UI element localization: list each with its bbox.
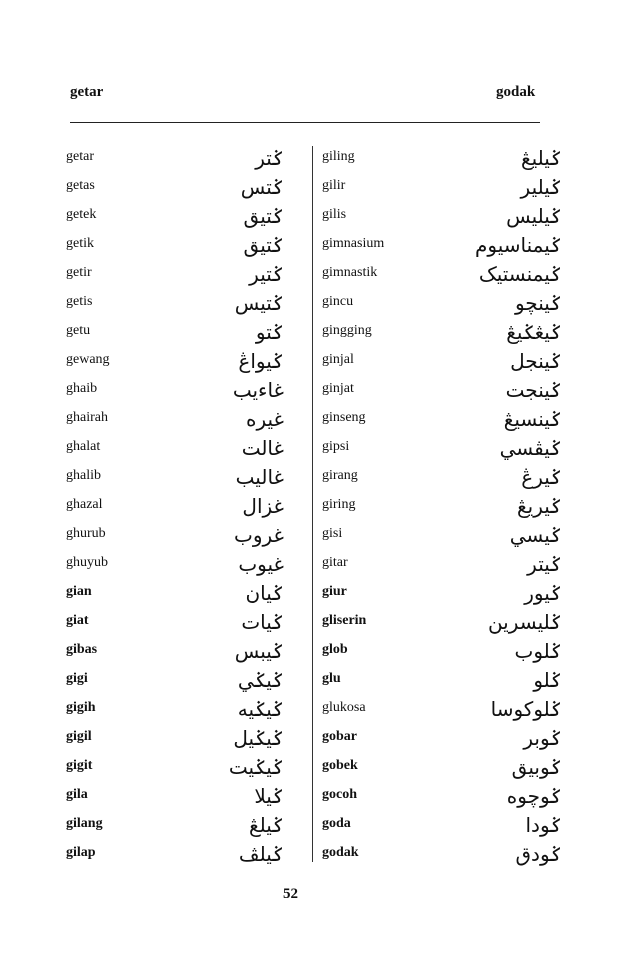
dictionary-entry — [0, 349, 312, 378]
entry-jawi: غاليب — [235, 465, 284, 489]
entry-rumi: gewang — [66, 352, 110, 367]
dictionary-entry — [312, 175, 632, 204]
dictionary-entry — [312, 668, 632, 697]
entry-rumi: gian — [66, 584, 92, 599]
entry-jawi: ݢيواڠ — [238, 349, 284, 373]
entry-rumi: gilis — [322, 207, 347, 222]
entry-rumi: gibas — [66, 642, 98, 657]
dictionary-entry — [0, 581, 312, 610]
entry-jawi: ݢيمنستيک — [478, 262, 562, 286]
dictionary-entry — [0, 726, 312, 755]
dictionary-entry — [0, 407, 312, 436]
entry-jawi: ݢيان — [245, 581, 284, 605]
entry-rumi: gilang — [66, 816, 103, 831]
entry-rumi: giring — [322, 497, 356, 512]
entry-jawi: ݢيتر — [527, 552, 562, 576]
entry-rumi: gigil — [66, 729, 92, 744]
entry-rumi: ghairah — [66, 410, 108, 425]
dictionary-entry — [0, 813, 312, 842]
dictionary-entry — [0, 204, 312, 233]
entry-rumi: goda — [322, 816, 351, 831]
entry-rumi: ginjat — [322, 381, 354, 396]
entry-jawi: ݢيليڠ — [520, 146, 562, 170]
running-header-right: godak — [496, 84, 536, 100]
dictionary-entry — [312, 726, 632, 755]
entry-rumi: ginjal — [322, 352, 354, 367]
entry-rumi: ghurub — [66, 526, 106, 541]
entry-jawi: غالت — [241, 436, 284, 460]
entry-rumi: getas — [66, 178, 95, 193]
dictionary-entry — [0, 610, 312, 639]
dictionary-entry — [0, 842, 312, 871]
entry-rumi: ghalib — [66, 468, 101, 483]
entry-rumi: gincu — [322, 294, 354, 309]
entry-jawi: ݢيات — [241, 610, 284, 634]
entry-jawi: غاءيب — [232, 378, 284, 402]
entry-jawi: ݢيلڤ — [238, 842, 284, 866]
entry-rumi: getik — [66, 236, 94, 251]
entry-jawi: ݢيݢي — [237, 668, 284, 692]
entry-rumi: getu — [66, 323, 91, 338]
entry-rumi: gimnastik — [322, 265, 378, 280]
dictionary-entry — [312, 581, 632, 610]
dictionary-entry — [312, 697, 632, 726]
dictionary-entry — [0, 262, 312, 291]
entry-rumi: gigih — [66, 700, 96, 715]
entry-rumi: gilir — [322, 178, 346, 193]
dictionary-entry — [312, 523, 632, 552]
entry-rumi: gobar — [322, 729, 357, 744]
entry-jawi: ݢيݢيل — [233, 726, 284, 750]
entry-rumi: getar — [66, 149, 94, 164]
entry-rumi: glu — [322, 671, 341, 686]
dictionary-entry — [0, 697, 312, 726]
entry-jawi: ݢيور — [524, 581, 562, 605]
dictionary-entry — [312, 291, 632, 320]
dictionary-entry — [0, 523, 312, 552]
entry-jawi: ݢتيس — [234, 291, 284, 315]
dictionary-entry — [312, 407, 632, 436]
entry-jawi: ݢليسرين — [487, 610, 562, 634]
dictionary-entry — [0, 668, 312, 697]
dictionary-entry — [312, 465, 632, 494]
entry-jawi: ݢتو — [255, 320, 284, 344]
entry-jawi: ݢلوکوسا — [490, 697, 562, 721]
dictionary-entry — [312, 233, 632, 262]
dictionary-entry — [312, 755, 632, 784]
entry-rumi: gliserin — [322, 613, 367, 628]
dictionary-entry — [312, 378, 632, 407]
entry-jawi: ݢيرڠ — [521, 465, 562, 489]
entry-jawi: ݢودق — [515, 842, 562, 866]
dictionary-entry — [0, 291, 312, 320]
header-rule — [70, 122, 540, 123]
entry-jawi: ݢوبر — [523, 726, 562, 750]
entry-jawi: ݢتيق — [243, 233, 284, 257]
dictionary-entry — [0, 465, 312, 494]
dictionary-entry — [312, 552, 632, 581]
entry-jawi: غزال — [242, 494, 284, 518]
entry-jawi: ݢتير — [249, 262, 284, 286]
dictionary-entry — [0, 784, 312, 813]
left-column — [0, 146, 312, 871]
entry-jawi: غيوب — [238, 552, 284, 576]
entry-jawi: ݢلوب — [514, 639, 562, 663]
entry-jawi: ݢيڠݢيڠ — [506, 320, 562, 344]
entry-rumi: glob — [322, 642, 348, 657]
dictionary-entry — [0, 755, 312, 784]
entry-jawi: غيره — [245, 407, 284, 431]
dictionary-entry — [312, 436, 632, 465]
dictionary-entry — [312, 842, 632, 871]
entry-jawi: ݢيليس — [506, 204, 562, 228]
entry-jawi: ݢيڤسي — [499, 436, 562, 460]
entry-rumi: giat — [66, 613, 89, 628]
dictionary-entry — [0, 320, 312, 349]
dictionary-entry — [0, 639, 312, 668]
page-number: 52 — [283, 886, 298, 902]
entry-rumi: giur — [322, 584, 347, 599]
dictionary-entry — [312, 494, 632, 523]
entry-rumi: getis — [66, 294, 93, 309]
dictionary-entry — [312, 610, 632, 639]
entry-jawi: ݢيلڠ — [248, 813, 284, 837]
dictionary-entry — [0, 436, 312, 465]
entry-jawi: ݢتر — [255, 146, 284, 170]
dictionary-entry — [312, 262, 632, 291]
entry-jawi: ݢوچوه — [506, 784, 562, 808]
dictionary-entry — [0, 175, 312, 204]
dictionary-entry — [312, 639, 632, 668]
entry-rumi: giling — [322, 149, 355, 164]
entry-jawi: غروب — [234, 523, 284, 547]
entry-rumi: godak — [322, 845, 359, 860]
dictionary-entry — [312, 349, 632, 378]
entry-rumi: ghaib — [66, 381, 98, 396]
entry-jawi: ݢيبس — [234, 639, 284, 663]
entry-rumi: gipsi — [322, 439, 350, 454]
entry-jawi: ݢينجل — [510, 349, 562, 373]
entry-jawi: ݢيمناسيوم — [475, 233, 562, 257]
entry-rumi: gisi — [322, 526, 343, 541]
dictionary-entry — [0, 494, 312, 523]
dictionary-entry — [0, 233, 312, 262]
right-column — [312, 146, 632, 871]
entry-rumi: gigi — [66, 671, 88, 686]
entry-rumi: gilap — [66, 845, 96, 860]
entry-jawi: ݢوبيق — [511, 755, 562, 779]
entry-jawi: ݢيلا — [254, 784, 284, 808]
entry-jawi: ݢودا — [525, 813, 562, 837]
dictionary-entry — [312, 146, 632, 175]
entry-jawi: ݢتس — [240, 175, 284, 199]
entry-jawi: ݢيسي — [509, 523, 562, 547]
entry-rumi: ginseng — [322, 410, 366, 425]
entry-rumi: gigit — [66, 758, 93, 773]
entry-rumi: ghuyub — [66, 555, 108, 570]
entry-rumi: glukosa — [322, 700, 366, 715]
entry-rumi: gocoh — [322, 787, 357, 802]
entry-jawi: ݢيݢيه — [237, 697, 284, 721]
dictionary-entry — [312, 784, 632, 813]
entry-jawi: ݢينسيڠ — [503, 407, 562, 431]
entry-rumi: gimnasium — [322, 236, 385, 251]
entry-jawi: ݢلو — [533, 668, 562, 692]
entry-rumi: gingging — [322, 323, 372, 338]
dictionary-entry — [0, 146, 312, 175]
entry-rumi: ghazal — [66, 497, 103, 512]
entry-rumi: gitar — [322, 555, 348, 570]
dictionary-entry — [312, 813, 632, 842]
dictionary-entry — [312, 204, 632, 233]
entry-jawi: ݢينجت — [505, 378, 562, 402]
entry-jawi: ݢتيق — [243, 204, 284, 228]
entry-jawi: ݢينچو — [514, 291, 562, 315]
entry-rumi: gila — [66, 787, 88, 802]
entry-jawi: ݢيلير — [520, 175, 562, 199]
entry-rumi: getir — [66, 265, 92, 280]
entry-rumi: ghalat — [66, 439, 101, 454]
entry-rumi: getek — [66, 207, 97, 222]
dictionary-entry — [312, 320, 632, 349]
entry-jawi: ݢيݢيت — [228, 755, 284, 779]
entry-rumi: girang — [322, 468, 358, 483]
dictionary-entry — [0, 378, 312, 407]
entry-jawi: ݢيريڠ — [517, 494, 562, 518]
dictionary-entry — [0, 552, 312, 581]
entry-rumi: gobek — [322, 758, 358, 773]
running-header-left: getar — [70, 84, 104, 100]
